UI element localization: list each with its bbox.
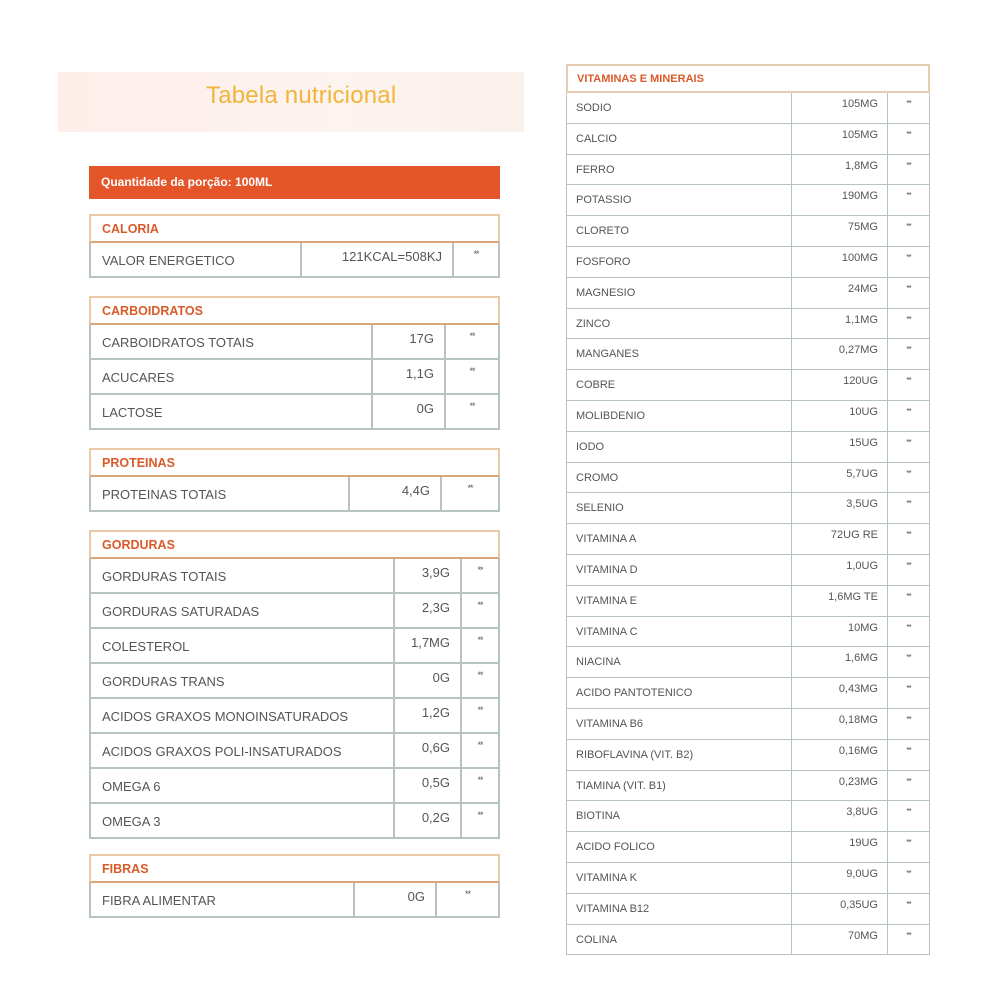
nutrient-name: ZINCO xyxy=(576,317,611,330)
table-row xyxy=(566,771,930,802)
table-row xyxy=(566,185,930,216)
table-row xyxy=(566,309,930,340)
nutrient-name: GORDURAS SATURADAS xyxy=(102,604,260,619)
nutrient-value: 0,6G xyxy=(393,734,460,767)
nutrient-value: 0,5G xyxy=(393,769,460,802)
nutrient-name: MANGANES xyxy=(576,348,639,361)
nutrient-name: POTASSIO xyxy=(576,194,632,207)
nutrient-name: RIBOFLAVINA (VIT. B2) xyxy=(576,748,694,761)
nutrient-value: 0,43MG xyxy=(791,678,887,708)
nutrient-name: ACIDO PANTOTENICO xyxy=(576,687,693,700)
nutrient-name: CALCIO xyxy=(576,132,617,145)
nutrient-value: 3,8UG xyxy=(791,801,887,831)
nutrient-name: VITAMINA E xyxy=(576,594,637,607)
daily-value-mark: ** xyxy=(887,401,929,431)
table-row xyxy=(566,832,930,863)
table-row xyxy=(89,664,500,699)
title-banner xyxy=(58,72,524,132)
daily-value-mark: ** xyxy=(887,771,929,801)
nutrient-value: 75MG xyxy=(791,216,887,246)
nutrient-value: 1,7MG xyxy=(393,629,460,662)
nutrient-value: 15UG xyxy=(791,432,887,462)
nutrient-value: 120UG xyxy=(791,370,887,400)
daily-value-mark: ** xyxy=(887,678,929,708)
nutrient-name: COBRE xyxy=(576,379,616,392)
section-header: CALORIA xyxy=(89,214,500,243)
table-row xyxy=(89,699,500,734)
table-row xyxy=(566,524,930,555)
nutrient-name: ACIDOS GRAXOS MONOINSATURADOS xyxy=(102,709,349,724)
nutrient-value: 1,6MG xyxy=(791,647,887,677)
nutrient-value: 72UG RE xyxy=(791,524,887,554)
table-row xyxy=(566,216,930,247)
table-row xyxy=(89,734,500,769)
nutrient-name: COLESTEROL xyxy=(102,639,190,654)
nutrient-name: SELENIO xyxy=(576,502,624,515)
nutrient-name: VITAMINA D xyxy=(576,563,638,576)
daily-value-mark: ** xyxy=(887,309,929,339)
nutrient-name: FIBRA ALIMENTAR xyxy=(102,893,216,908)
nutrient-value: 1,6MG TE xyxy=(791,586,887,616)
daily-value-mark: ** xyxy=(887,124,929,154)
nutrient-value: 1,1G xyxy=(371,360,444,393)
nutrient-value: 1,1MG xyxy=(791,309,887,339)
nutrient-name: VITAMINA B12 xyxy=(576,902,650,915)
table-row xyxy=(566,678,930,709)
daily-value-mark: ** xyxy=(887,524,929,554)
nutrient-name: COLINA xyxy=(576,933,617,946)
table-row xyxy=(89,477,500,512)
daily-value-mark: ** xyxy=(887,555,929,585)
table-row xyxy=(566,432,930,463)
nutrient-name: MOLIBDENIO xyxy=(576,409,646,422)
section-fibras xyxy=(89,854,500,918)
daily-value-mark: ** xyxy=(887,925,929,955)
nutrient-name: OMEGA 6 xyxy=(102,779,161,794)
daily-value-mark: ** xyxy=(460,664,498,697)
table-row xyxy=(566,401,930,432)
daily-value-mark: ** xyxy=(460,699,498,732)
daily-value-mark: ** xyxy=(460,804,498,837)
nutrient-value: 70MG xyxy=(791,925,887,955)
portion-bar: Quantidade da porção: 100ML xyxy=(89,166,500,199)
nutrient-value: 0,18MG xyxy=(791,709,887,739)
table-row xyxy=(566,894,930,925)
nutrient-name: BIOTINA xyxy=(576,810,621,823)
table-row xyxy=(566,278,930,309)
nutrient-name: FERRO xyxy=(576,163,615,176)
daily-value-mark: ** xyxy=(460,594,498,627)
nutrient-value: 0G xyxy=(353,883,435,916)
nutrient-value: 190MG xyxy=(791,185,887,215)
nutrient-name: SODIO xyxy=(576,102,612,114)
daily-value-mark: ** xyxy=(444,395,498,428)
nutrient-name: IODO xyxy=(576,440,605,453)
daily-value-mark: ** xyxy=(887,247,929,277)
table-row xyxy=(566,647,930,678)
nutrient-value: 10MG xyxy=(791,617,887,647)
nutrient-value: 0,23MG xyxy=(791,771,887,801)
table-row xyxy=(89,243,500,278)
daily-value-mark: ** xyxy=(452,243,498,276)
nutrient-value: 105MG xyxy=(791,124,887,154)
table-row xyxy=(89,559,500,594)
daily-value-mark: ** xyxy=(887,801,929,831)
nutrient-value: 3,9G xyxy=(393,559,460,592)
section-caloria xyxy=(89,214,500,278)
table-row xyxy=(566,586,930,617)
nutrient-name: LACTOSE xyxy=(102,405,163,420)
page-title: Tabela nutricional xyxy=(206,82,397,109)
nutrient-name: GORDURAS TRANS xyxy=(102,674,225,689)
nutrient-value: 1,8MG xyxy=(791,155,887,185)
table-row xyxy=(566,339,930,370)
table-row xyxy=(566,370,930,401)
section-vitaminas-minerais xyxy=(566,64,930,955)
table-row xyxy=(89,883,500,918)
daily-value-mark: ** xyxy=(887,709,929,739)
table-row xyxy=(566,93,930,124)
table-row xyxy=(89,629,500,664)
section-header: PROTEINAS xyxy=(89,448,500,477)
daily-value-mark: ** xyxy=(460,629,498,662)
nutrient-value: 10UG xyxy=(791,401,887,431)
nutrient-name: CLORETO xyxy=(576,225,629,238)
nutrient-value: 1,0UG xyxy=(791,555,887,585)
daily-value-mark: ** xyxy=(887,278,929,308)
table-row xyxy=(566,709,930,740)
daily-value-mark: ** xyxy=(435,883,498,916)
daily-value-mark: ** xyxy=(887,586,929,616)
table-row xyxy=(566,493,930,524)
table-row xyxy=(89,769,500,804)
nutrient-name: VITAMINA B6 xyxy=(576,717,644,730)
section-header: FIBRAS xyxy=(89,854,500,883)
daily-value-mark: ** xyxy=(887,740,929,770)
nutrient-name: VITAMINA A xyxy=(576,533,637,546)
nutrient-value: 0G xyxy=(371,395,444,428)
nutrient-name: CROMO xyxy=(576,471,619,484)
daily-value-mark: ** xyxy=(887,432,929,462)
table-row xyxy=(566,247,930,278)
nutrient-value: 5,7UG xyxy=(791,463,887,493)
daily-value-mark: ** xyxy=(887,463,929,493)
nutrient-name: VITAMINA C xyxy=(576,625,638,638)
section-gorduras xyxy=(89,530,500,839)
nutrient-value: 121KCAL=508KJ xyxy=(300,243,452,276)
nutrient-name: TIAMINA (VIT. B1) xyxy=(576,779,666,792)
section-header: GORDURAS xyxy=(89,530,500,559)
daily-value-mark: ** xyxy=(887,155,929,185)
nutrient-name: CARBOIDRATOS TOTAIS xyxy=(102,335,254,350)
nutrient-value: 0,16MG xyxy=(791,740,887,770)
section-header: CARBOIDRATOS xyxy=(89,296,500,325)
table-row xyxy=(566,863,930,894)
table-row xyxy=(566,801,930,832)
table-row xyxy=(89,594,500,629)
daily-value-mark: ** xyxy=(460,559,498,592)
nutrient-name: FOSFORO xyxy=(576,255,631,268)
nutrient-value: 17G xyxy=(371,325,444,358)
daily-value-mark: ** xyxy=(887,185,929,215)
nutrient-name: PROTEINAS TOTAIS xyxy=(102,487,227,502)
table-row xyxy=(89,325,500,360)
nutrient-name: ACUCARES xyxy=(102,370,175,385)
daily-value-mark: ** xyxy=(887,216,929,246)
nutrient-value: 19UG xyxy=(791,832,887,862)
table-row xyxy=(566,617,930,648)
daily-value-mark: ** xyxy=(887,894,929,924)
table-row xyxy=(566,925,930,956)
nutrient-value: 0,35UG xyxy=(791,894,887,924)
nutrient-value: 9,0UG xyxy=(791,863,887,893)
nutrient-name: ACIDO FOLICO xyxy=(576,841,655,854)
section-header: VITAMINAS E MINERAIS xyxy=(566,64,930,93)
nutrient-value: 105MG xyxy=(791,93,887,123)
nutrient-value: 1,2G xyxy=(393,699,460,732)
table-row xyxy=(566,740,930,771)
section-proteinas xyxy=(89,448,500,512)
nutrient-value: 4,4G xyxy=(348,477,440,510)
section-carboidratos xyxy=(89,296,500,430)
daily-value-mark: ** xyxy=(887,339,929,369)
nutrient-name: ACIDOS GRAXOS POLI-INSATURADOS xyxy=(102,744,342,759)
table-row xyxy=(89,804,500,839)
nutrient-value: 0,2G xyxy=(393,804,460,837)
table-row xyxy=(89,395,500,430)
nutrient-name: VALOR ENERGETICO xyxy=(102,253,235,268)
nutrient-name: NIACINA xyxy=(576,656,621,669)
nutrient-value: 0,27MG xyxy=(791,339,887,369)
daily-value-mark: ** xyxy=(887,832,929,862)
table-row xyxy=(566,463,930,494)
daily-value-mark: ** xyxy=(887,370,929,400)
table-row xyxy=(566,555,930,586)
daily-value-mark: ** xyxy=(887,93,929,123)
nutrient-value: 3,5UG xyxy=(791,493,887,523)
table-row xyxy=(566,124,930,155)
daily-value-mark: ** xyxy=(887,647,929,677)
daily-value-mark: ** xyxy=(460,769,498,802)
table-row xyxy=(89,360,500,395)
daily-value-mark: ** xyxy=(887,863,929,893)
nutrient-name: VITAMINA K xyxy=(576,871,637,884)
daily-value-mark: ** xyxy=(444,360,498,393)
nutrient-name: OMEGA 3 xyxy=(102,814,161,829)
daily-value-mark: ** xyxy=(460,734,498,767)
daily-value-mark: ** xyxy=(887,493,929,523)
nutrient-value: 2,3G xyxy=(393,594,460,627)
nutrient-name: GORDURAS TOTAIS xyxy=(102,569,227,584)
daily-value-mark: ** xyxy=(444,325,498,358)
nutrient-value: 0G xyxy=(393,664,460,697)
nutrient-name: MAGNESIO xyxy=(576,286,636,299)
table-row xyxy=(566,155,930,186)
nutrient-value: 24MG xyxy=(791,278,887,308)
nutrient-value: 100MG xyxy=(791,247,887,277)
daily-value-mark: ** xyxy=(440,477,498,510)
daily-value-mark: ** xyxy=(887,617,929,647)
